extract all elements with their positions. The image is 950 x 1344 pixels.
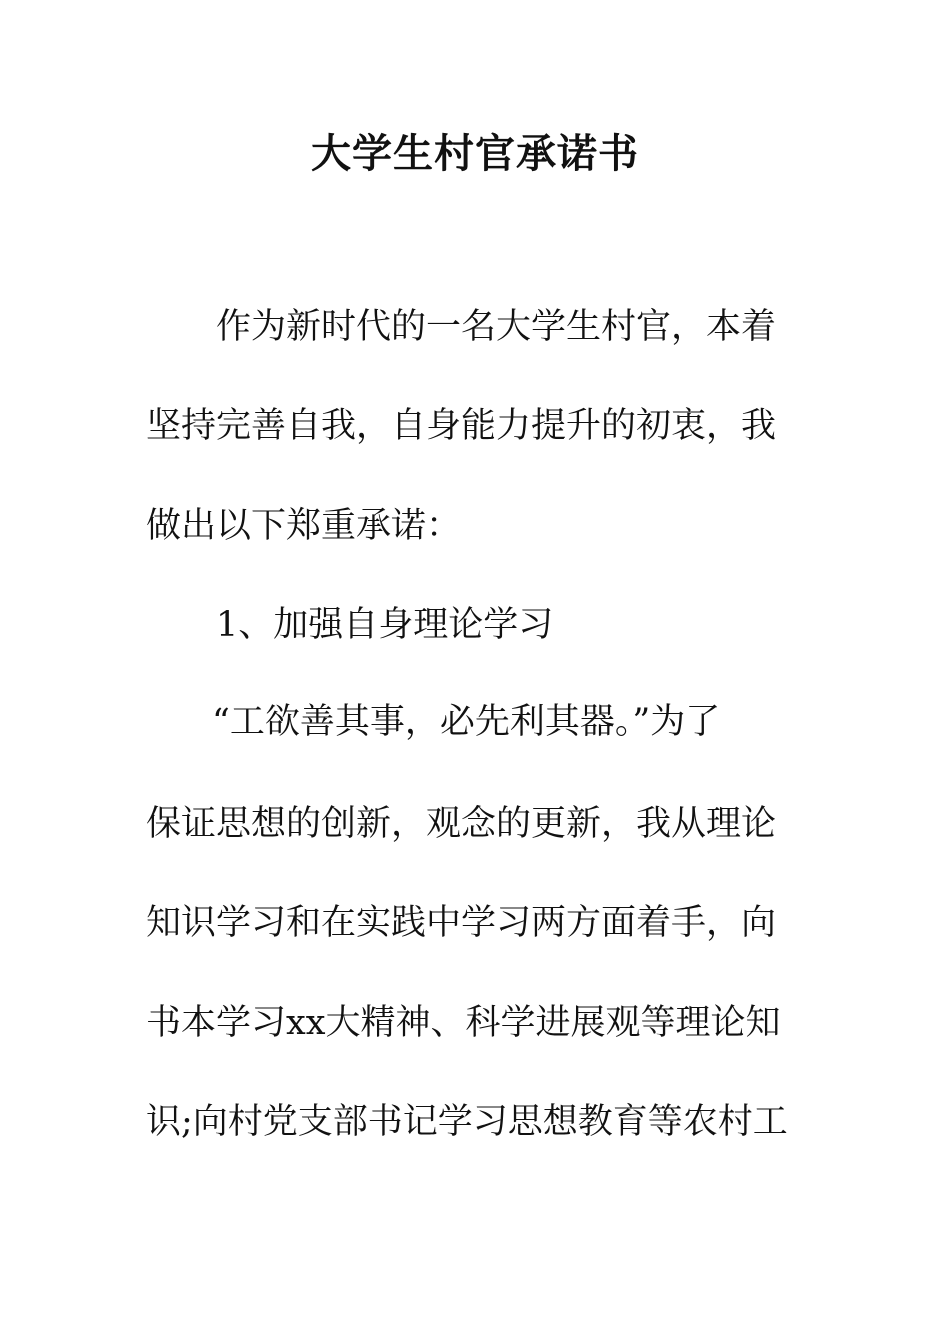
paragraph-line: 坚持完善自我，自身能力提升的初衷，我 bbox=[146, 406, 777, 446]
paragraph-line: 识;向村党支部书记学习思想教育等农村工 bbox=[146, 1102, 788, 1142]
paragraph-line: 做出以下郑重承诺： bbox=[146, 506, 462, 546]
paragraph-line: 作为新时代的一名大学生村官，本着 bbox=[216, 307, 777, 347]
paragraph-line: “工欲善其事，必先利其器。”为了 bbox=[212, 702, 721, 742]
paragraph-line: 书本学习xx大精神、科学进展观等理论知 bbox=[146, 1003, 781, 1043]
paragraph-line: 保证思想的创新，观念的更新，我从理论 bbox=[146, 804, 777, 844]
paragraph-line: 知识学习和在实践中学习两方面着手，向 bbox=[146, 903, 777, 943]
section-heading: 1、加强自身理论学习 bbox=[216, 605, 554, 645]
document-title: 大学生村官承诺书 bbox=[311, 131, 639, 177]
